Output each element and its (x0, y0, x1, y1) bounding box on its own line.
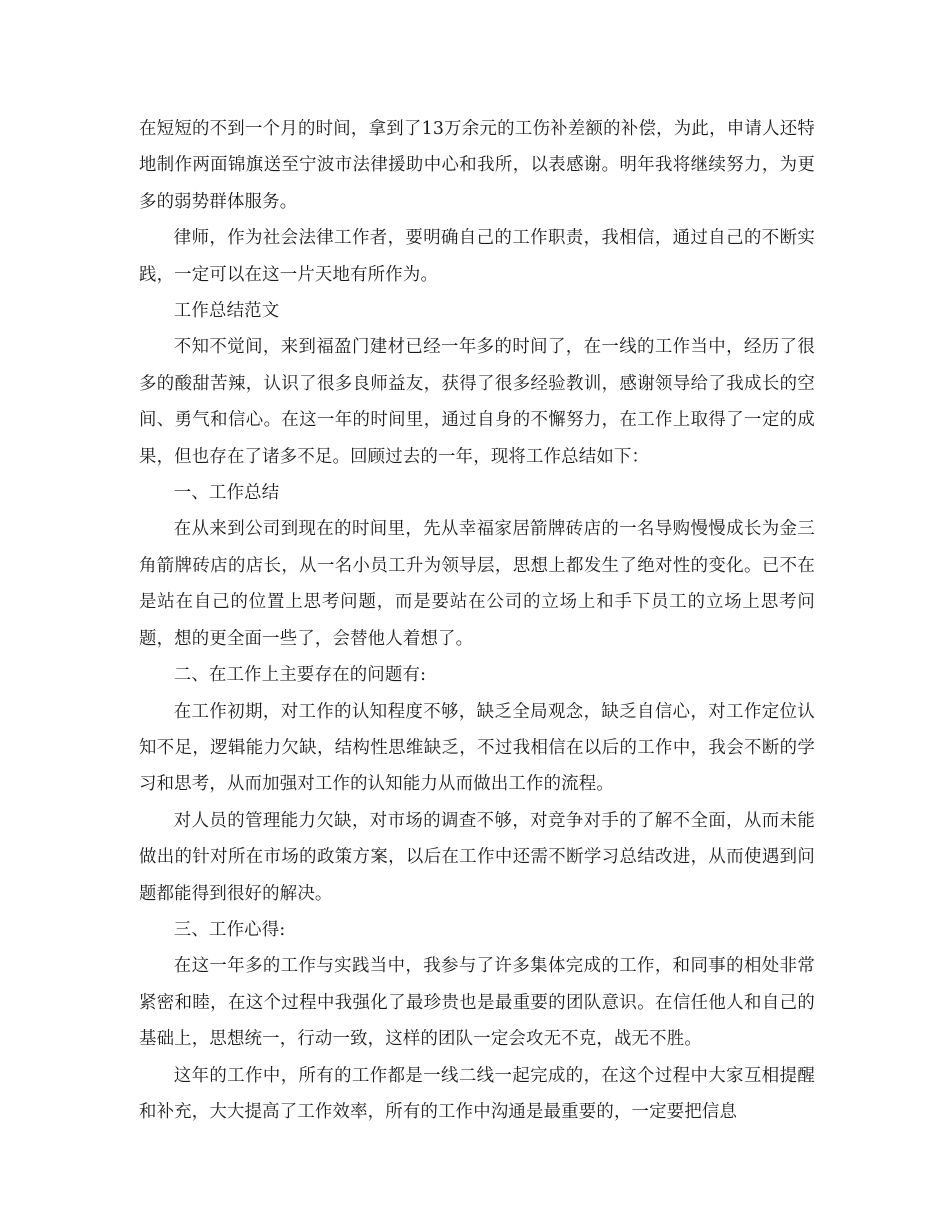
section-heading-2: 二、在工作上主要存在的问题有: (173, 665, 427, 686)
paragraph-lawyer-duty: 律师，作为社会法律工作者，要明确自己的工作职责，我相信，通过自己的不断实践，一定可以在这一片天地有所作为。 (139, 228, 815, 285)
paragraph-communication: 这年的工作中，所有的工作都是一线二线一起完成的，在这个过程中大家互相提醒和补充，大大提高了工作效率，所有的工作中沟通是最重要的，一定要把信息 (139, 1065, 815, 1122)
paragraph-problem-1: 在工作初期，对工作的认知程度不够，缺乏全局观念，缺乏自信心，对工作定位认知不足，逻辑能力欠缺，结构性思维缺乏，不过我相信在以后的工作中，我会不断的学习和思考，从而加强对工作的认知能力从而做出工作的流程。 (139, 701, 815, 795)
section-heading-1: 一、工作总结 (173, 483, 280, 504)
paragraph-intro: 不知不觉间，来到福盈门建材已经一年多的时间了，在一线的工作当中，经历了很多的酸甜苦辣，认识了很多良师益友，获得了很多经验教训，感谢领导给了我成长的空间、勇气和信心。在这一年的时间里，通过自身的不懈努力，在工作上取得了一定的成果，但也存在了诸多不足。回顾过去的一年，现将工作总结如下： (139, 337, 815, 467)
document-body (139, 111, 815, 1130)
paragraph-continuation: 在短短的不到一个月的时间，拿到了13万余元的工伤补差额的补偿，为此，申请人还特地制作两面锦旗送至宁波市法律援助中心和我所，以表感谢。明年我将继续努力，为更多的弱势群体服务。 (139, 119, 815, 212)
paragraph-teamwork: 在这一年多的工作与实践当中，我参与了许多集体完成的工作，和同事的相处非常紧密和睦，在这个过程中我强化了最珍贵也是最重要的团队意识。在信任他人和自己的基础上，思想统一，行动一致，这样的团队一定会攻无不克，战无不胜。 (139, 956, 815, 1050)
section-title-work-summary-sample: 工作总结范文 (173, 301, 280, 322)
paragraph-growth: 在从来到公司到现在的时间里，先从幸福家居箭牌砖店的一名导购慢慢成长为金三角箭牌砖店的店长，从一名小员工升为领导层，思想上都发生了绝对性的变化。已不在是站在自己的位置上思考问题，而是要站在公司的立场上和手下员工的立场上思考问题，想的更全面一些了，会替他人着想了。 (139, 519, 815, 649)
paragraph-problem-2: 对人员的管理能力欠缺，对市场的调查不够，对竞争对手的了解不全面，从而未能做出的针对所在市场的政策方案，以后在工作中还需不断学习总结改进，从而使遇到问题都能得到很好的解决。 (139, 810, 815, 904)
section-heading-3: 三、工作心得: (173, 919, 286, 940)
